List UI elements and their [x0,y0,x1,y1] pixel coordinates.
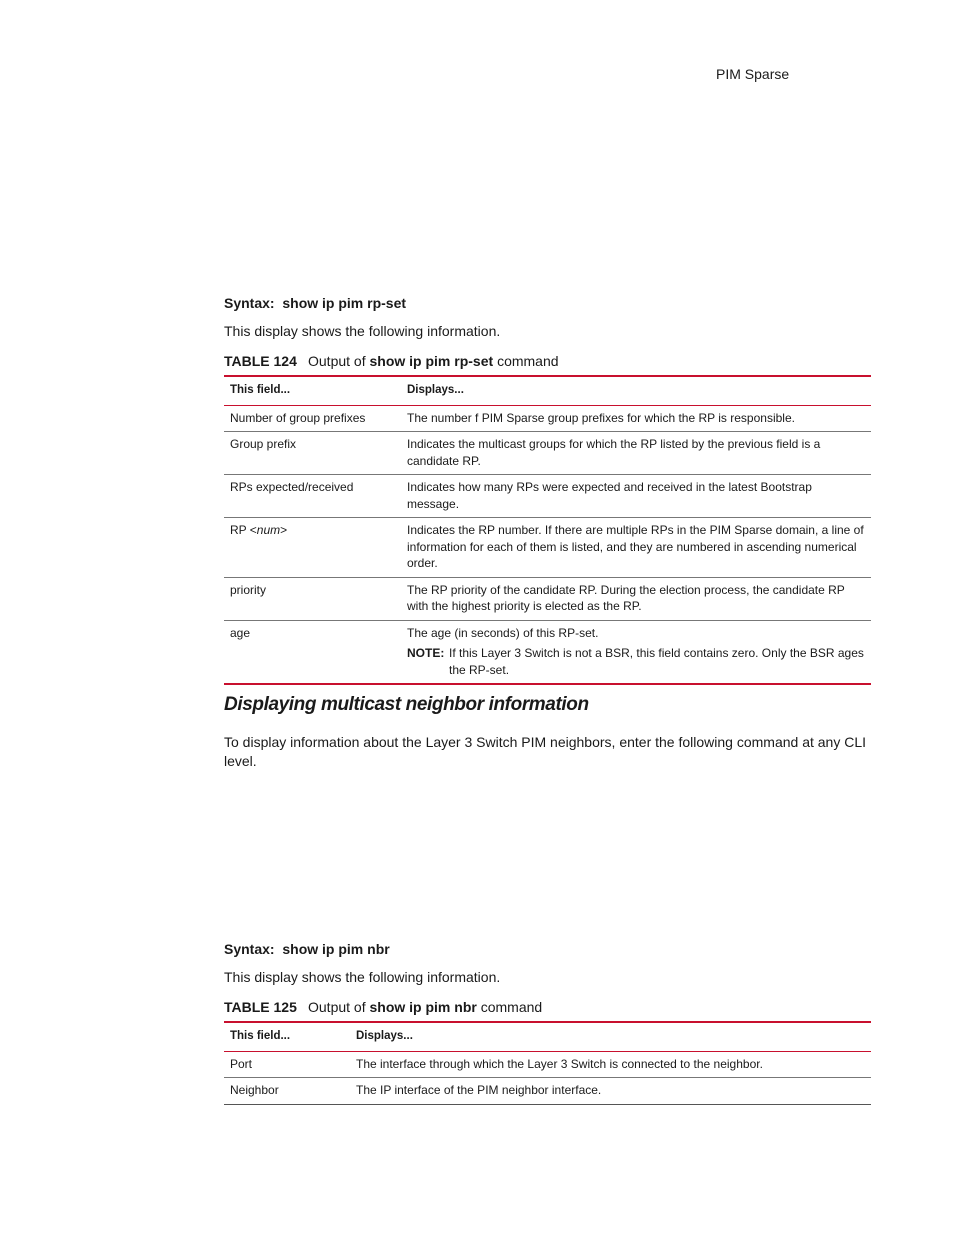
caption-command: show ip pim rp-set [369,353,494,369]
table-125-caption [224,999,542,1015]
table-row [224,1051,871,1078]
field-cell: Neighbor [224,1078,350,1105]
neighbor-intro: To display information about the Layer 3 Switch PIM neighbors, enter the following command at any CLI level. [224,734,867,769]
table-row [224,577,871,620]
description-cell: Indicates the RP number. If there are multiple RPs in the PIM Sparse domain, a line of information for each of them is listed, and they are numbered in ascending numerical order. [401,518,871,578]
field-variable: num [256,523,281,537]
description-cell: The interface through which the Layer 3 Switch is connected to the neighbor. [350,1051,871,1078]
rp-set-intro: This display shows the following information. [224,323,501,339]
description-cell: The RP priority of the candidate RP. During the election process, the candidate RP with the highest priority is elected as the RP. [401,577,871,620]
table-124-caption [224,353,559,369]
description-cell: The number f PIM Sparse group prefixes for which the RP is responsible. [401,405,871,432]
caption-command: show ip pim nbr [369,999,477,1015]
field-cell: Group prefix [224,432,401,475]
description-cell: Indicates how many RPs were expected and received in the latest Bootstrap message. [401,475,871,518]
table-row [224,1078,871,1105]
column-header-displays: Displays... [350,1022,871,1051]
table-row [224,518,871,578]
field-cell [224,518,401,578]
syntax-label: Syntax: [224,295,275,311]
syntax-command: show ip pim nbr [282,941,390,957]
description-text: The age (in seconds) of this RP-set. [407,625,599,640]
column-header-field: This field... [224,1022,350,1051]
description-cell: Indicates the multicast groups for which the RP listed by the previous field is a candidate RP. [401,432,871,475]
running-header: PIM Sparse [716,66,790,82]
table-row [224,432,871,475]
table-row [224,620,871,684]
field-text-end: > [280,523,288,537]
note-block [407,645,865,678]
description-cell [401,620,871,684]
syntax-line-rp-set [224,295,406,311]
note-label: NOTE: [407,646,445,660]
syntax-line-nbr [224,941,390,957]
field-cell: priority [224,577,401,620]
nbr-intro: This display shows the following information. [224,969,501,985]
caption-text: Output of [308,353,366,369]
column-header-displays: Displays... [401,376,871,405]
caption-text-end: command [497,353,559,369]
description-cell: The IP interface of the PIM neighbor interface. [350,1078,871,1105]
syntax-label: Syntax: [224,941,275,957]
syntax-command: show ip pim rp-set [282,295,407,311]
field-cell: age [224,620,401,684]
field-cell: Port [224,1051,350,1078]
note-text: If this Layer 3 Switch is not a BSR, this field contains zero. Only the BSR ages the RP-set. [449,646,864,677]
field-cell: Number of group prefixes [224,405,401,432]
field-cell: RPs expected/received [224,475,401,518]
section-heading: Displaying multicast neighbor information [224,694,589,715]
table-124 [224,375,871,685]
field-text: RP < [230,523,257,537]
table-125 [224,1021,871,1105]
table-row [224,405,871,432]
column-header-field: This field... [224,376,401,405]
caption-text: Output of [308,999,366,1015]
table-number: TABLE 124 [224,353,297,369]
caption-text-end: command [480,999,543,1015]
table-row [224,475,871,518]
table-number: TABLE 125 [224,999,297,1015]
